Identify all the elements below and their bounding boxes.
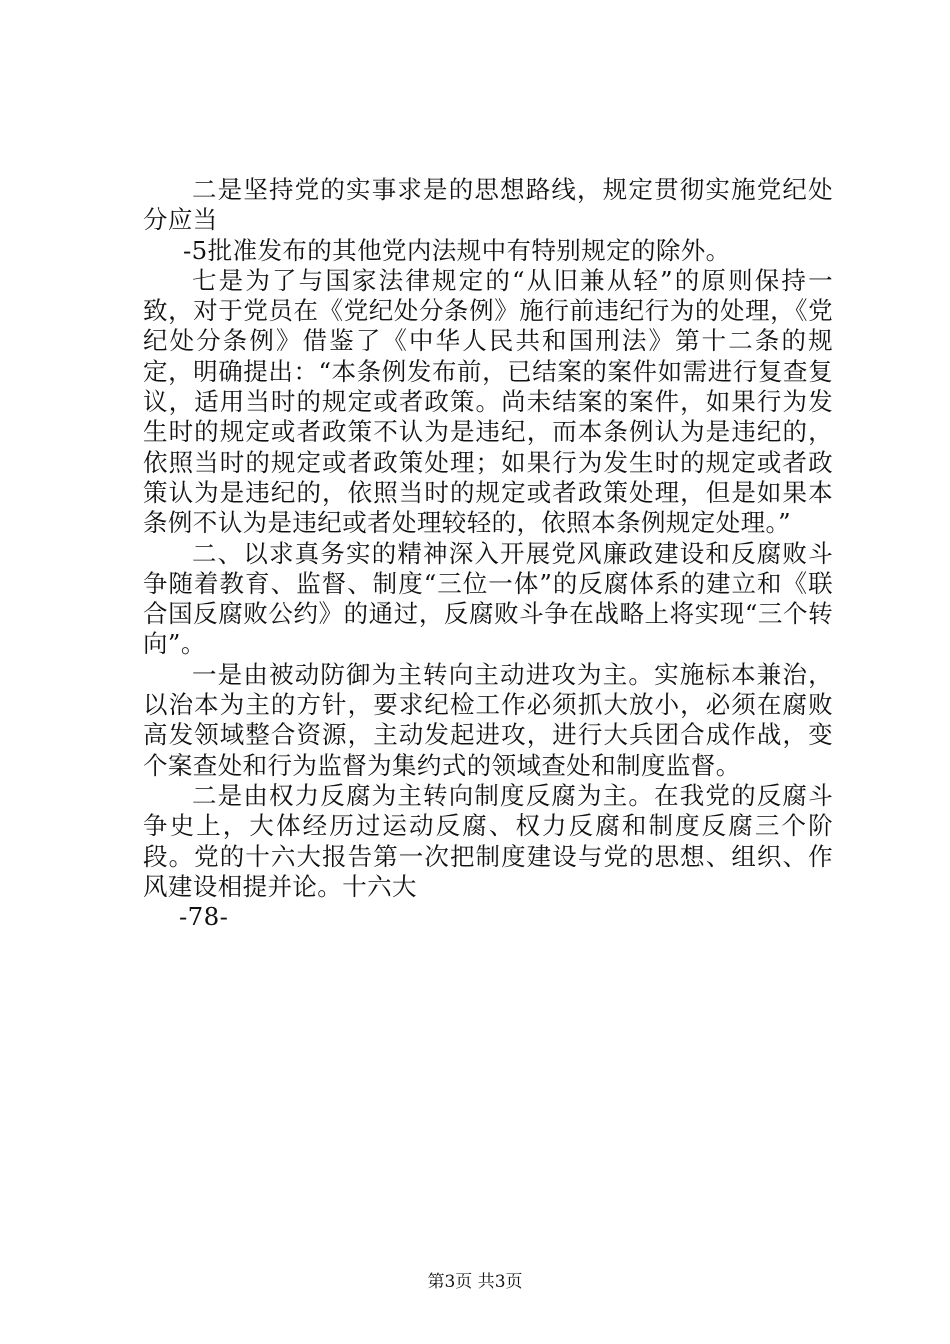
paragraph-4: 二、以求真务实的精神深入开展党风廉政建设和反腐败斗争随着教育、监督、制度“三位一体”的反腐体系的建立和《联合国反腐败公约》的通过，反腐败斗争在战略上将实现“三个转向”。 [143, 538, 833, 659]
page-number-marker: -78- [179, 902, 229, 932]
paragraph-1: 二是坚持党的实事求是的思想路线，规定贯彻实施党纪处分应当 [143, 175, 833, 235]
paragraph-3: 七是为了与国家法律规定的“从旧兼从轻”的原则保持一致，对于党员在《党纪处分条例》施行前违纪行为的处理，《党纪处分条例》借鉴了《中华人民共和国刑法》第十二条的规定，明确提出：“本条例发布前，已结案的案件如需进行复查复议，适用当时的规定或者政策。尚未结案的案件，如果行为发生时的规定或者政策不认为是违纪，而本条例认为是违纪的，依照当时的规定或者政策处理；如果行为发生时的规定或者政策认为是违纪的，依照当时的规定或者政策处理，但是如果本条例不认为是违纪或者处理较轻的，依照本条例规定处理。” [143, 265, 833, 538]
paragraph-2: -5批准发布的其他党内法规中有特别规定的除外。 [183, 235, 731, 265]
paragraph-6: 二是由权力反腐为主转向制度反腐为主。在我党的反腐斗争史上，大体经历过运动反腐、权力反腐和制度反腐三个阶段。党的十六大报告第一次把制度建设与党的思想、组织、作风建设相提并论。十六大 [143, 780, 833, 901]
document-body [143, 175, 833, 932]
page-footer: 第3页 共3页 [427, 1272, 523, 1292]
paragraph-5: 一是由被动防御为主转向主动进攻为主。实施标本兼治，以治本为主的方针，要求纪检工作必须抓大放小，必须在腐败高发领域整合资源，主动发起进攻，进行大兵团合成作战，变个案查处和行为监督为集约式的领域查处和制度监督。 [143, 659, 833, 780]
